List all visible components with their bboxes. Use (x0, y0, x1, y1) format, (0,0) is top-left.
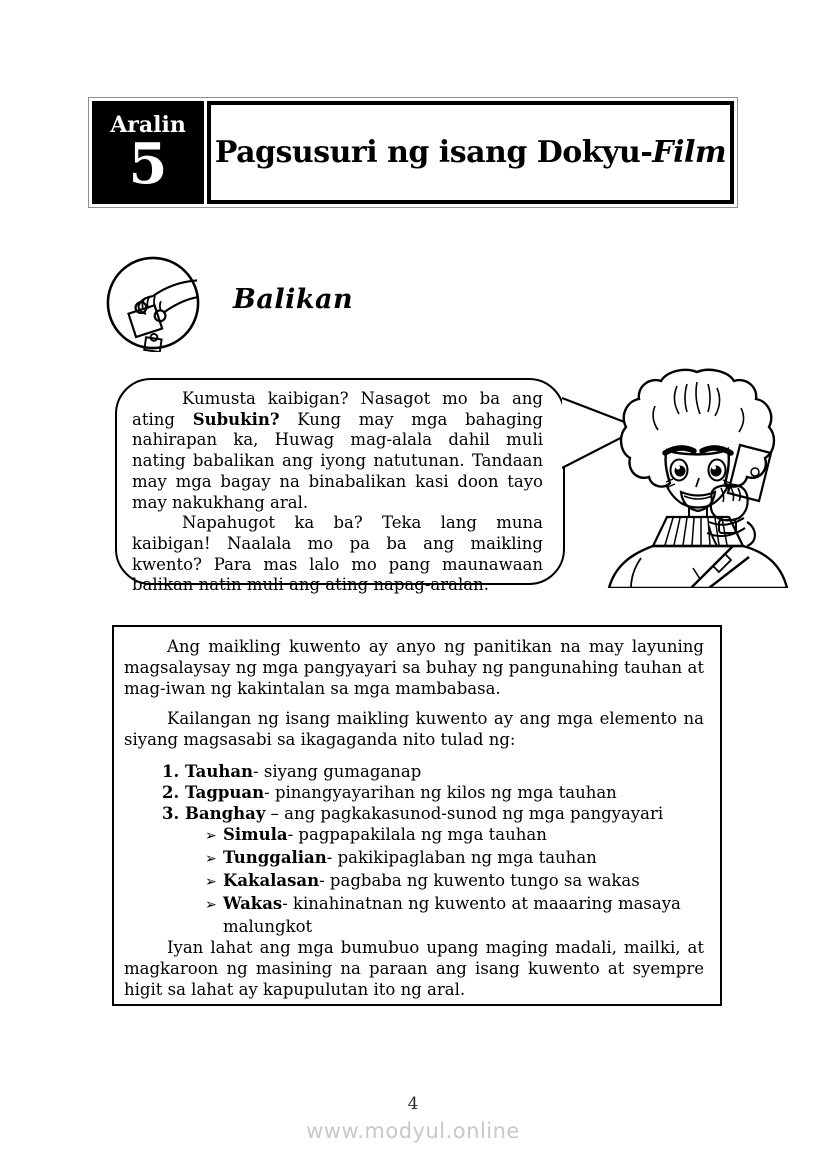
definition: - kinahinatnan ng kuwento at maaaring masaya malungkot (223, 894, 681, 936)
content-paragraph: Kailangan ng isang maikling kuwento ay ang mga elemento na siyang magsasabi sa ikagaganda nito tulad ng: (124, 709, 704, 749)
content-paragraph: Iyan lahat ang mga bumubuo upang maging madali, mailki, at magkaroon ng masining na paraan ang isang kuwento at syempre higit sa lahat ay kapupulutan ito ng aral. (124, 938, 704, 999)
list-item (162, 782, 704, 803)
mascot-illustration (597, 360, 797, 588)
definition: – ang pagkakasunod-sunod ng mga pangyayari (265, 804, 664, 823)
arrow-bullet-icon: ➢ (205, 851, 217, 867)
term: Kakalasan (223, 871, 320, 890)
lesson-number: 5 (128, 130, 168, 197)
bubble-text-bold: Subukin? (192, 409, 280, 429)
puzzle-hand-icon (104, 254, 202, 352)
lesson-title (207, 101, 734, 204)
sub-list-item (124, 847, 704, 870)
lesson-title-text: Pagsusuri ng isang Dokyu- (214, 135, 653, 170)
elements-list (124, 761, 704, 937)
term: Wakas (223, 894, 283, 913)
speech-bubble (115, 378, 565, 595)
term: Simula (223, 825, 288, 844)
term: 3. Banghay (162, 804, 266, 823)
term: 1. Tauhan (162, 762, 254, 781)
arrow-bullet-icon: ➢ (205, 828, 217, 844)
bubble-paragraph (132, 389, 543, 513)
list-item (162, 803, 704, 824)
arrow-bullet-icon: ➢ (205, 874, 217, 890)
definition: - pagpapakilala ng mga tauhan (287, 825, 547, 844)
page-number: 4 (407, 1094, 419, 1114)
bubble-paragraph: Napahugot ka ba? Teka lang muna kaibigan! Naalala mo pa ba ang maikling kwento? Para mas lalo mo pang maunawaan balikan natin muli ang ating napag-aralan. (132, 513, 543, 595)
content-paragraph: Ang maikling kuwento ay anyo ng panitikan na may layuning magsalaysay ng mga pangyayari sa buhay ng pangunahing tauhan at mag-iwan ng kakintalan sa mga mambabasa. (124, 637, 704, 698)
term: Tunggalian (223, 848, 327, 867)
lesson-header (88, 97, 738, 208)
watermark: www.modyul.online (306, 1119, 520, 1143)
bubble-text: Kung may mga bahaging nahirapan ka, Huwag mag-alala dahil muli nating babalikan ang iyong natutunan. Tandaan may mga bagay na binabalikan kasi doon tayo may nakukhang aral. (132, 409, 543, 512)
sub-list-item (124, 893, 704, 937)
definition: - pinangyayarihan ng kilos ng mga tauhan (264, 783, 617, 802)
definition: - pagbaba ng kuwento tungo sa wakas (319, 871, 640, 890)
sub-list-item (124, 824, 704, 847)
arrow-bullet-icon: ➢ (205, 897, 217, 913)
sub-list-item (124, 870, 704, 893)
term: 2. Tagpuan (162, 783, 265, 802)
lesson-number-box (92, 101, 204, 204)
bubble-text: Kumusta kaibigan? Nasagot mo ba ang ating (132, 389, 543, 429)
definition: - siyang gumaganap (253, 762, 422, 781)
lesson-content-box (112, 625, 722, 1006)
definition: - pakikipaglaban ng mga tauhan (326, 848, 597, 867)
section-heading: Balikan (233, 284, 354, 315)
lesson-label: Aralin (110, 112, 186, 139)
lesson-title-emphasis: Film (652, 135, 727, 170)
list-item (162, 761, 704, 782)
